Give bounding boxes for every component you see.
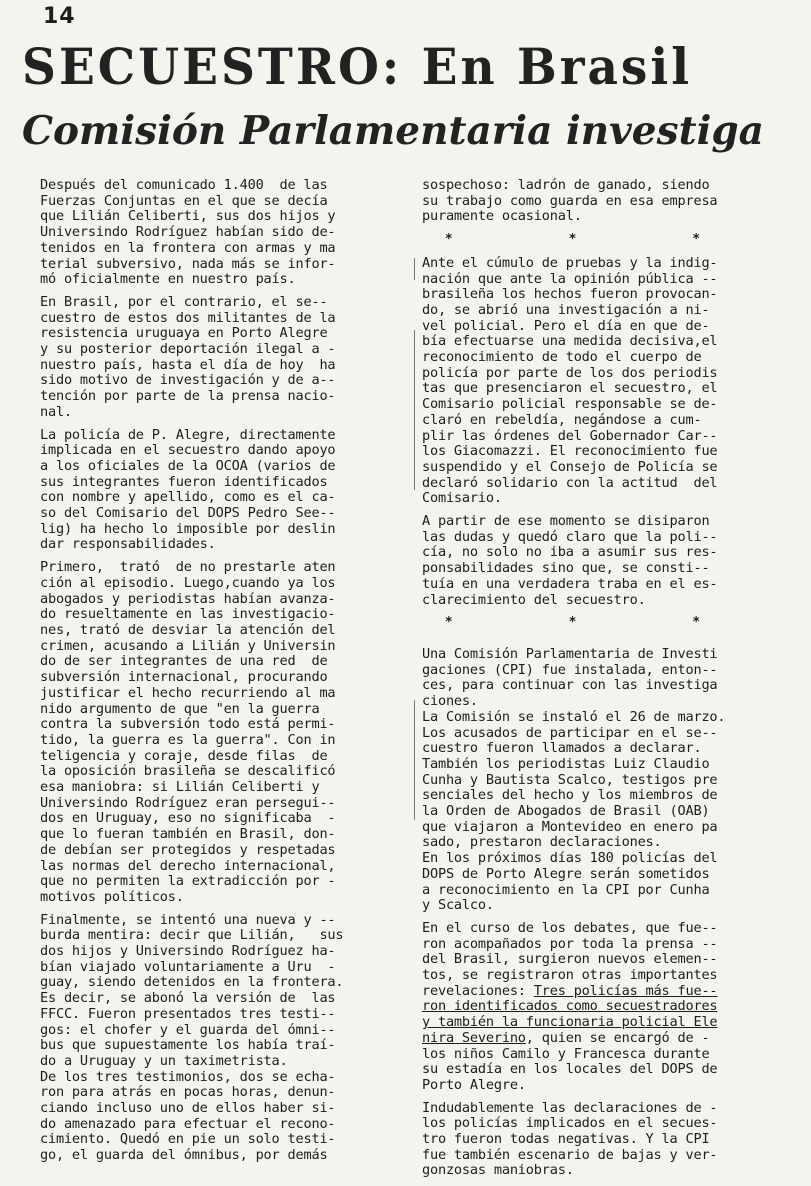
headline-sub: Comisión Parlamentaria investiga — [22, 108, 764, 154]
paragraph: Después del comunicado 1.400 de las Fuerzas Conjuntas en el que se decía que Lilián Celiberti, sus dos hijos y Universindo Rodríguez habían sido de- tenidos en la frontera con armas y ma terial subversivo, nada más se infor- mó oficialmente en nuestro país. — [40, 177, 336, 288]
headline-main: SECUESTRO: En Brasil — [22, 38, 693, 97]
section-separator: * * * — [444, 615, 755, 631]
right-column — [422, 178, 777, 1186]
paragraph: Una Comisión Parlamentaria de Investi gaciones (CPI) fue instalada, enton-- ces, para continuar con las investiga ciones. La Comisión se instaló el 26 de marzo. Los acusados de participar en el se-- cuestro fueron llamados a declarar. También los periodistas Luiz Claudio Cunha y Bautista Scalco, testigos pre senciales del hecho y los miembros de la Orden de Abogados de Brasil (OAB) que viajaron a Montevideo en enero pa sado, prestaron declaraciones. En los próximos días 180 policías del DOPS de Porto Alegre serán sometidos a reconocimiento en la CPI por Cunha y Scalco. — [422, 645, 726, 914]
section-separator: * * * — [444, 232, 755, 248]
paragraph-text: En el curso de los debates, que fue-- ron acompañados por toda la prensa -- del Brasil, surgieron nuevos elemen-- tos, se registraron otras importantes revelaciones: — [422, 919, 718, 999]
paragraph — [422, 921, 777, 1094]
paragraph: En Brasil, por el contrario, el se-- cuestro de estos dos militantes de la resistencia uruguaya en Porto Alegre y su posterior deportación ilegal a - nuestro país, hasta el día de hoy ha sido motivo de investigación y de a-- tención por parte de la prensa nacio- nal. — [40, 293, 336, 420]
left-column — [40, 178, 398, 1171]
paragraph: Primero, trató de no prestarle aten ción al episodio. Luego,cuando ya los abogados y periodistas habían avanza- do resueltamente en las investigacio- nes, trató de desviar la atención del crimen, acusando a Lilián y Universin do de ser integrantes de una red de subversión internacional, procurando justificar el hecho recurriendo al ma nido argumento de que "en la guerra contra la subversión todo está permi- tido, la guerra es la guerra". Con in teligencia y coraje, desde filas de la oposición brasileña se descalificó esa maniobra: si Lilián Celiberti y Universindo Rodríguez eran persegui-- dos en Uruguay, eso no significaba - que lo fueran también en Brasil, don- de debían ser protegidos y respetadas las normas del derecho internacional, que no permiten la extradicción por - motivos políticos. — [40, 559, 336, 905]
paragraph: sospechoso: ladrón de ganado, siendo su trabajo como guarda en esa empresa puramente ocasional. — [422, 177, 718, 225]
underlined-revelation: Tres policías más fue-- ron identificados como secuestradores y también la funcionaria policial Ele nira Severino — [422, 982, 718, 1046]
paragraph: Finalmente, se intentó una nueva y -- burda mentira: decir que Lilián, sus dos hijos y Universindo Rodríguez ha- bían viajado voluntariamente a Uru - guay, siendo detenidos en la frontera. Es decir, se abonó la versión de las FFCC. Fueron presentados tres testi-- gos: el chofer y el guarda del ómni-- bus que supuestamente los había traí- do a Uruguay y un taximetrista. De los tres testimonios, dos se echa- ron para atrás en pocas horas, denun- ciando incluso uno de ellos haber si- do amenazado para efectuar el recono- cimiento. Quedó en pie un solo testi- go, el guarda del ómnibus, por demás — [40, 911, 344, 1164]
paragraph: A partir de ese momento se disiparon las dudas y quedó claro que la poli-- cía, no solo no iba a asumir sus res- ponsabilidades sino que, se consti-- tuía en una verdadera traba en el es- clarecimiento del secuestro. — [422, 513, 718, 608]
page-number: 14 — [43, 4, 76, 29]
column-divider — [414, 700, 415, 820]
paragraph: La policía de P. Alegre, directamente implicada en el secuestro dando apoyo a los oficiales de la OCOA (varios de sus integrantes fueron identificados con nombre y apellido, como es el ca- so del Comisario del DOPS Pedro See-- lig) ha hecho lo imposible por deslin dar responsabilidades. — [40, 426, 336, 553]
column-divider — [414, 330, 415, 490]
paragraph: Indudablemente las declaraciones de - los policías implicados en el secues- tro fueron todas negativas. Y la CPI fue también escenario de bajas y ver- gonzosas maniobras. — [422, 1099, 718, 1179]
paragraph-text: , quien se encargó de - los niños Camilo y Francesca durante su estadía en los locales del DOPS de Porto Alegre. — [422, 1029, 718, 1093]
paragraph: Ante el cúmulo de pruebas y la indig- nación que ante la opinión pública -- brasileña los hechos fueron provocan- do, se abrió una investigación a ni- vel policial. Pero el día en que de- bía efectuarse una medida decisiva,el reconocimiento de todo el cuerpo de policía por parte de los dos periodis tas que presenciaron el secuestro, el Comisario policial responsable se de- claró en rebeldía, negándose a cum- plir las órdenes del Gobernador Car-- los Giacomazzi. El reconocimiento fue suspendido y el Consejo de Policía se declaró solidario con la actitud del Comisario. — [422, 254, 718, 507]
column-divider — [414, 258, 415, 280]
